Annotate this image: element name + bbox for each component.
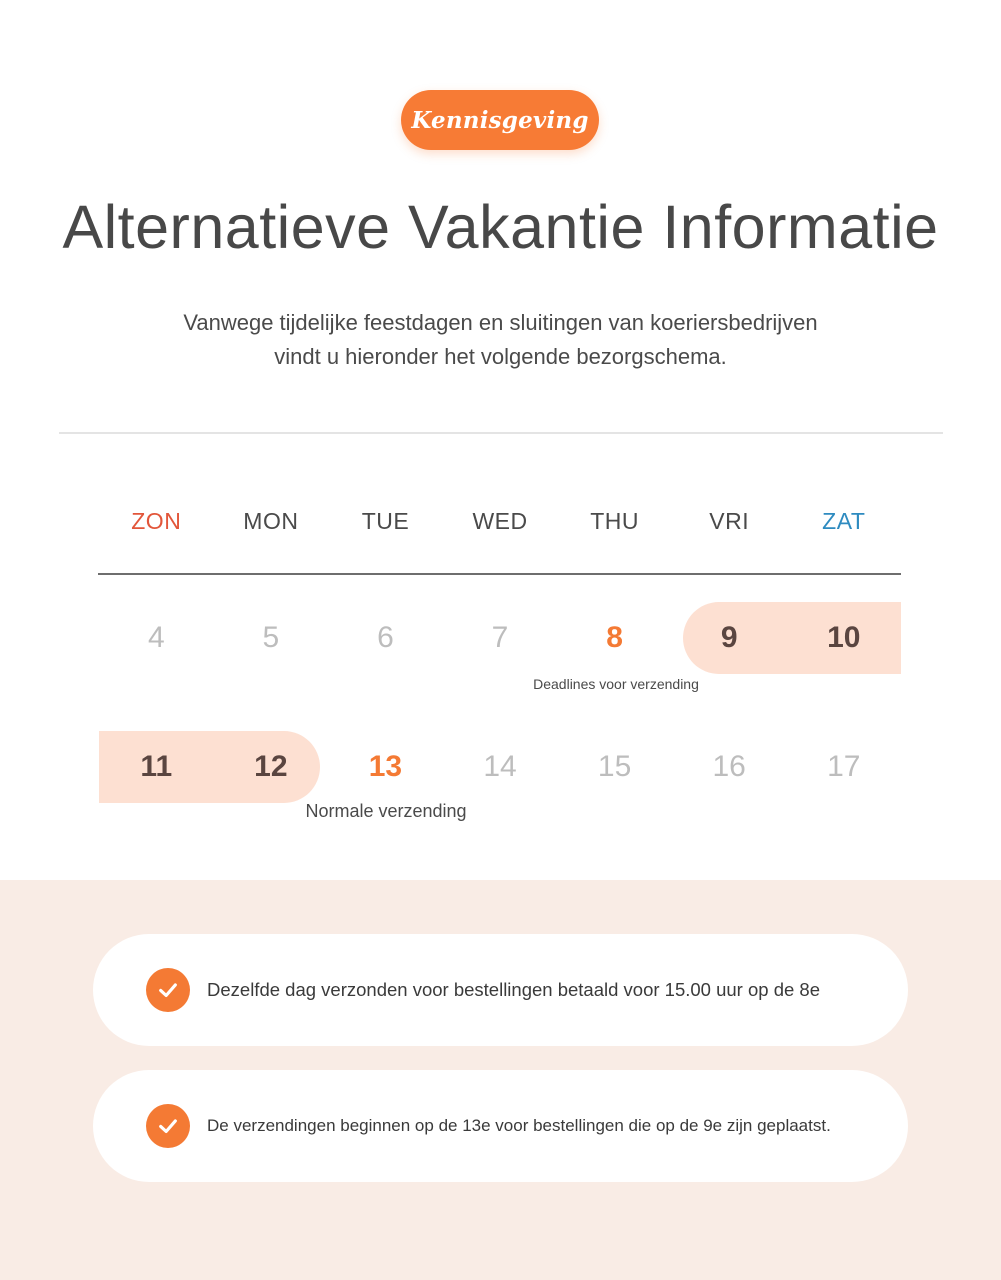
- date-cell: 14: [483, 750, 517, 783]
- subtitle-line-2: vindt u hieronder het volgende bezorgschema.: [274, 344, 727, 369]
- day-mon: MON: [243, 508, 299, 534]
- date-cell: 5: [262, 621, 280, 654]
- badge-label: Kennisgeving: [411, 106, 589, 134]
- normal-shipping-note: Normale verzending: [305, 801, 467, 821]
- day-thu: THU: [590, 508, 639, 534]
- day-fri: VRI: [709, 508, 750, 534]
- page-title: Alternatieve Vakantie Informatie: [62, 193, 939, 261]
- notice-card: [93, 934, 908, 1046]
- notice-card: [93, 1070, 908, 1182]
- calendar-week-2: [99, 731, 901, 803]
- check-icon: [146, 1104, 190, 1148]
- day-tue: TUE: [361, 508, 410, 534]
- notice-badge: [401, 90, 599, 150]
- date-cell: 4: [147, 621, 165, 654]
- notice-text: De verzendingen beginnen op de 13e voor bestellingen die op de 9e zijn geplaatst.: [207, 1116, 831, 1135]
- notice-text: Dezelfde dag verzonden voor bestellingen betaald voor 15.00 uur op de 8e: [207, 979, 820, 1000]
- day-sun: ZON: [131, 508, 182, 534]
- weekday-header: [99, 508, 901, 544]
- date-cell: 7: [491, 621, 509, 654]
- day-sat: ZAT: [822, 508, 866, 534]
- check-icon: [146, 968, 190, 1012]
- date-cell: 15: [597, 750, 632, 783]
- day-wed: WED: [472, 508, 528, 534]
- weekday-underline: [98, 573, 901, 575]
- calendar-week-1: [99, 602, 901, 674]
- date-cell-holiday: 10: [827, 621, 861, 654]
- date-cell: 17: [827, 750, 861, 783]
- date-cell-holiday: 12: [254, 750, 288, 783]
- date-cell-resume: 13: [368, 750, 403, 783]
- deadline-note: Deadlines voor verzending: [533, 676, 699, 692]
- section-divider: [59, 432, 943, 434]
- date-cell: 16: [712, 750, 746, 783]
- page-subtitle: [150, 306, 851, 374]
- date-cell-holiday: 11: [140, 750, 173, 783]
- date-cell-holiday: 9: [720, 621, 738, 654]
- date-cell-deadline: 8: [606, 621, 623, 654]
- date-cell: 6: [377, 621, 394, 654]
- subtitle-line-1: Vanwege tijdelijke feestdagen en sluitingen van koeriersbedrijven: [183, 310, 818, 335]
